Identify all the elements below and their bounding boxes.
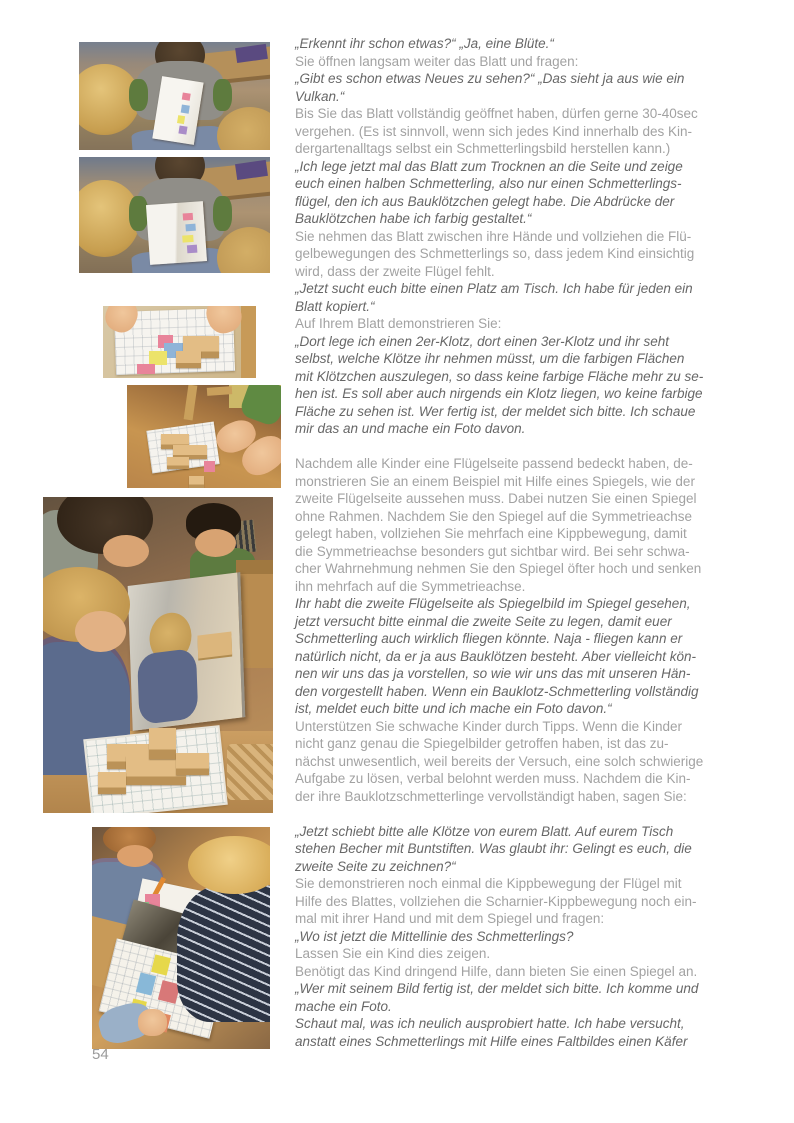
child-hand	[138, 1009, 166, 1036]
mirror-reflection-shirt	[137, 648, 199, 725]
photo-boy-mirror-blocks	[43, 497, 273, 813]
paragraph: Sie demonstrieren noch einmal die Kippbewegung der Flügel mit Hilfe des Blattes, vollziehen die Scharnier-Kippbewegung noch ein- mal mit ihrer Hand und mit dem Spiegel und fragen:	[295, 876, 697, 926]
color-print-mark	[181, 104, 190, 113]
table-surface	[241, 306, 256, 378]
paragraph-spacer	[295, 805, 770, 823]
photo-teacher-looking-into-sheet	[79, 157, 270, 273]
wooden-block	[149, 728, 177, 760]
paragraph: „Wer mit seinem Bild fertig ist, der meldet sich bitte. Ich komme und mache ein Foto. Schaut mal, was ich neulich ausprobiert hatte. Ich habe versucht, anstatt eines Schmetterlings mit Hilfe eines Faltbildes einen Käfer	[295, 981, 699, 1049]
color-print-mark	[182, 213, 193, 221]
paragraph: „Jetzt sucht euch bitte einen Platz am Tisch. Ich habe für jeden ein Blatt kopiert.“	[295, 281, 693, 314]
teacher-sleeve	[213, 196, 232, 231]
paragraph: Sie nehmen das Blatt zwischen ihre Hände und vollziehen die Flü- gelbewegungen des Schmetterlings so, dass jedem Kind einsichtig wird, dass der zweite Flügel fehlt.	[295, 228, 695, 279]
photo-teacher-unfolding-sheet	[79, 42, 270, 150]
child-head-right	[217, 107, 270, 150]
paragraph: „Ich lege jetzt mal das Blatt zum Trocknen an die Seite und zeige euch einen halben Schmetterling, also nur einen Schmetterlings- flügel, den ich aus Bauklötzchen gelegt habe. Die Abdrücke der Bauklötzchen habe ich farbig gestaltet.“	[295, 158, 683, 226]
paragraph: Unterstützen Sie schwache Kinder durch Tipps. Wenn die Kinder nicht ganz genau die Spiegelbilder getroffen haben, ist das zu- nächst unwesentlich, weil bereits der Versuch, eine solch schwierige Aufgabe zu lösen, verbal belohnt werden muss. Nachdem die Kin- der ihre Bauklotzschmetterlinge vervollständigt haben, sagen Sie:	[295, 718, 704, 804]
paragraph-spacer	[295, 438, 770, 456]
mirror-reflection-blocks	[198, 632, 232, 659]
paragraph: Bis Sie das Blatt vollständig geöffnet haben, dürfen gerne 30-40sec vergehen. (Es ist sinnvoll, wenn sich jedes Kind innerhalb des Kin- dergartenalltags selbst ein Schmetterlingsbild herstellen kann.)	[295, 106, 698, 156]
paragraph: Ihr habt die zweite Flügelseite als Spiegelbild im Spiegel gesehen, jetzt versucht bitte einmal die zweite Seite zu legen, damit euer Schmetterling auch wirklich fliegen könnte. Naja - fliegen kann er natürlich nicht, da er ja aus Bauklötzen besteht. Aber vielleicht kön- nen wir uns das ja vorstellen, so wie wir uns das mit unseren Hän- den vorgestellt haben. Wenn ein Bauklotz-Schmetterling vollständig ist, meldet euch bitte und ich mache ein Foto davon.“	[295, 596, 699, 716]
text-column	[295, 35, 770, 1050]
wooden-block	[98, 772, 126, 794]
color-field-yellow	[151, 954, 171, 975]
photo-grid-sheet-with-blocks	[103, 306, 256, 378]
color-print-mark	[186, 245, 197, 253]
teacher-sleeve	[213, 79, 232, 111]
chair	[183, 385, 197, 420]
paragraph: „Gibt es schon etwas Neues zu sehen?“ „Das sieht ja aus wie ein Vulkan.“	[295, 71, 685, 104]
photo-hands-showing-blocks	[127, 385, 281, 488]
color-field-pink	[137, 364, 155, 374]
boy-face	[75, 611, 126, 652]
paragraph: „Wo ist jetzt die Mittellinie des Schmetterlings?	[295, 928, 574, 944]
color-print-mark	[177, 115, 186, 124]
page-number: 54	[92, 1046, 109, 1063]
paragraph: Nachdem alle Kinder eine Flügelseite passend bedeckt haben, de- monstrieren Sie an einem Beispiel mit Hilfe eines Spiegels, wie der zweite Flügelseite aussehen muss. Dabei nutzen Sie einen Spiegel ohne Rahmen. Nachdem Sie den Spiegel auf die Symmetrieachse gelegt haben, vollziehen Sie mehrfach eine Kippbewegung, damit die Symmetrieachse besonders gut sichtbar wird. Bei sehr schwa- cher Wahrnehmung nehmen Sie den Spiegel öfter hoch und senken ihn mehrfach auf die Symmetrieachse.	[295, 456, 702, 594]
paragraph: Lassen Sie ein Kind dies zeigen. Benötigt das Kind dringend Hilfe, dann bieten Sie einen Spiegel an.	[295, 946, 698, 979]
paragraph: „Dort lege ich einen 2er-Klotz, dort einen 3er-Klotz und ihr seht selbst, welche Klötze ihr nehmen müsst, um die farbigen Flächen mit Klötzchen auszulegen, so dass keine farbige Fläche mehr zu se- hen ist. Es soll aber auch nirgends ein Klotz liegen, wo keine farbige Fläche zu sehen ist. Wer fertig ist, der meldet sich bitte. Ich schaue mir das an und mache ein Foto davon.	[295, 333, 704, 436]
paragraph: „Erkennt ihr schon etwas?“ „Ja, eine Blüte.“	[295, 36, 554, 51]
teacher-sleeve	[129, 196, 148, 231]
boy-head-foreground	[188, 836, 270, 894]
color-print-mark	[182, 92, 191, 101]
paragraph: Auf Ihrem Blatt demonstrieren Sie:	[295, 316, 502, 331]
wooden-block	[176, 753, 208, 775]
color-field-pink	[204, 461, 215, 471]
teacher-face	[103, 535, 149, 567]
color-print-mark	[179, 126, 188, 135]
color-print-mark	[182, 235, 193, 243]
paragraph: Sie öffnen langsam weiter das Blatt und fragen:	[295, 53, 579, 69]
boy-striped-shirt	[177, 885, 270, 1023]
photo-children-drawing	[92, 827, 270, 1049]
child-face-drawing	[117, 845, 153, 867]
paragraph: „Jetzt schiebt bitte alle Klötze von eurem Blatt. Auf eurem Tisch stehen Becher mit Buntstiften. Was glaubt ihr: Gelingt es euch, die zweite Seite zu zeichnen?“	[295, 823, 692, 874]
wooden-block	[167, 457, 189, 469]
wooden-block	[189, 476, 204, 488]
mirror	[128, 572, 246, 731]
folded-paper	[146, 201, 207, 265]
block-pile	[227, 744, 273, 801]
wooden-block	[176, 351, 200, 368]
child-face-background	[195, 529, 236, 557]
child-head-right	[217, 227, 270, 273]
teacher-sleeve	[129, 79, 148, 111]
color-print-mark	[185, 224, 196, 232]
